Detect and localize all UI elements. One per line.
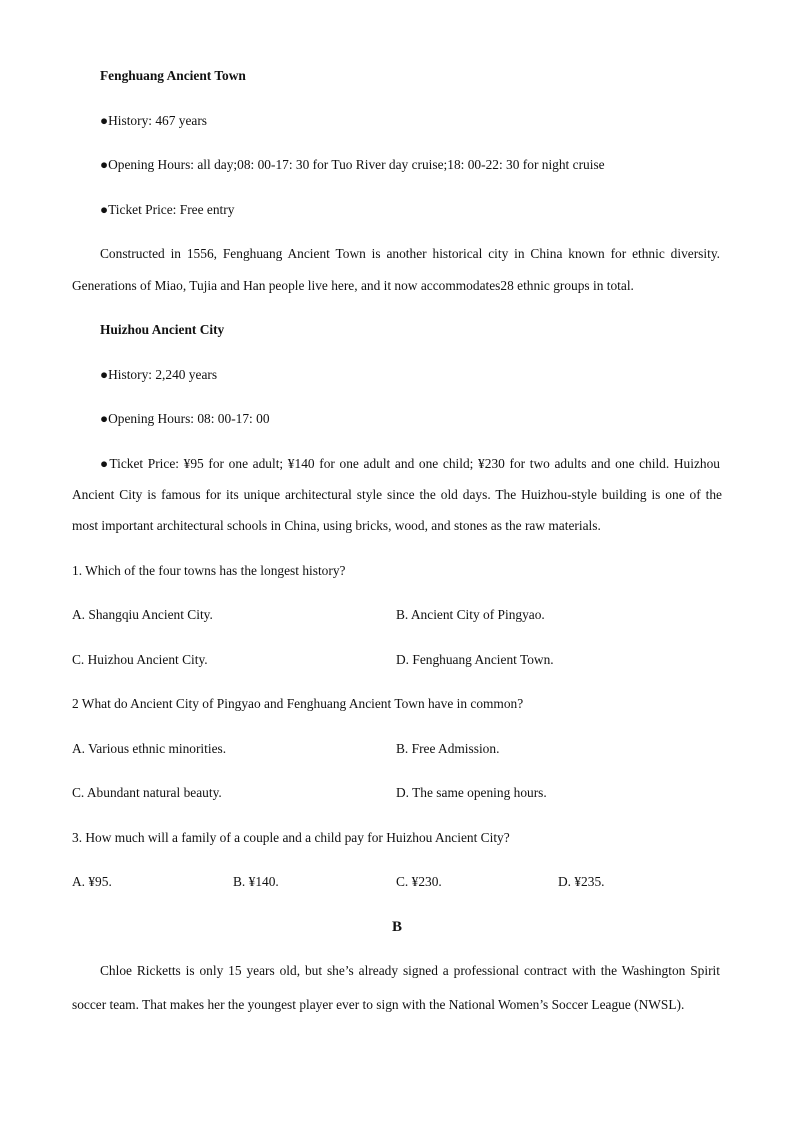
fenghuang-hours: ●Opening Hours: all day;08: 00-17: 30 for Tuo River day cruise;18: 00-22: 30 for night cruise [100, 157, 605, 172]
question-1-option-b: B. Ancient City of Pingyao. [396, 607, 545, 622]
question-1-option-a: A. Shangqiu Ancient City. [72, 607, 213, 622]
huizhou-history: ●History: 2,240 years [100, 367, 218, 382]
question-2-option-a: A. Various ethnic minorities. [72, 741, 227, 756]
huizhou-hours: ●Opening Hours: 08: 00-17: 00 [100, 411, 270, 426]
section-b-paragraph-line-2: soccer team. That makes her the youngest player ever to sign with the National Women’s Soccer League (NWSL). [72, 997, 685, 1012]
question-3-option-c: C. ¥230. [396, 874, 442, 889]
question-2-option-c: C. Abundant natural beauty. [72, 785, 222, 800]
fenghuang-heading: Fenghuang Ancient Town [100, 68, 246, 83]
question-1-stem: 1. Which of the four towns has the longest history? [72, 563, 346, 578]
huizhou-ticket-line-2: Ancient City is famous for its unique architectural style since the old days. The Huizhou-style building is one of the [72, 487, 722, 502]
question-3-option-a: A. ¥95. [72, 874, 112, 889]
fenghuang-history: ●History: 467 years [100, 113, 208, 128]
question-2-option-b: B. Free Admission. [396, 741, 500, 756]
fenghuang-ticket: ●Ticket Price: Free entry [100, 202, 235, 217]
question-3-option-d: D. ¥235. [558, 874, 605, 889]
fenghuang-paragraph-line-1: Constructed in 1556, Fenghuang Ancient Town is another historical city in China known for ethnic diversity. [100, 246, 720, 261]
question-3-option-b: B. ¥140. [233, 874, 279, 889]
section-b-heading: B [391, 919, 402, 935]
question-1-option-c: C. Huizhou Ancient City. [72, 652, 208, 667]
huizhou-ticket-line-3: most important architectural schools in China, using bricks, wood, and stones as the raw materials. [72, 518, 601, 533]
question-2-stem: 2 What do Ancient City of Pingyao and Fenghuang Ancient Town have in common? [72, 696, 524, 711]
question-1-option-d: D. Fenghuang Ancient Town. [396, 652, 554, 667]
fenghuang-paragraph-line-2: Generations of Miao, Tujia and Han people live here, and it now accommodates28 ethnic groups in total. [72, 278, 634, 293]
question-3-stem: 3. How much will a family of a couple and a child pay for Huizhou Ancient City? [72, 830, 510, 845]
huizhou-ticket-line-1: ●Ticket Price: ¥95 for one adult; ¥140 for one adult and one child; ¥230 for two adults and one child. Huizhou [100, 456, 720, 471]
question-2-option-d: D. The same opening hours. [396, 785, 547, 800]
huizhou-heading: Huizhou Ancient City [100, 322, 225, 337]
section-b-paragraph-line-1: Chloe Ricketts is only 15 years old, but she’s already signed a professional contract with the Washington Spirit [100, 963, 720, 978]
